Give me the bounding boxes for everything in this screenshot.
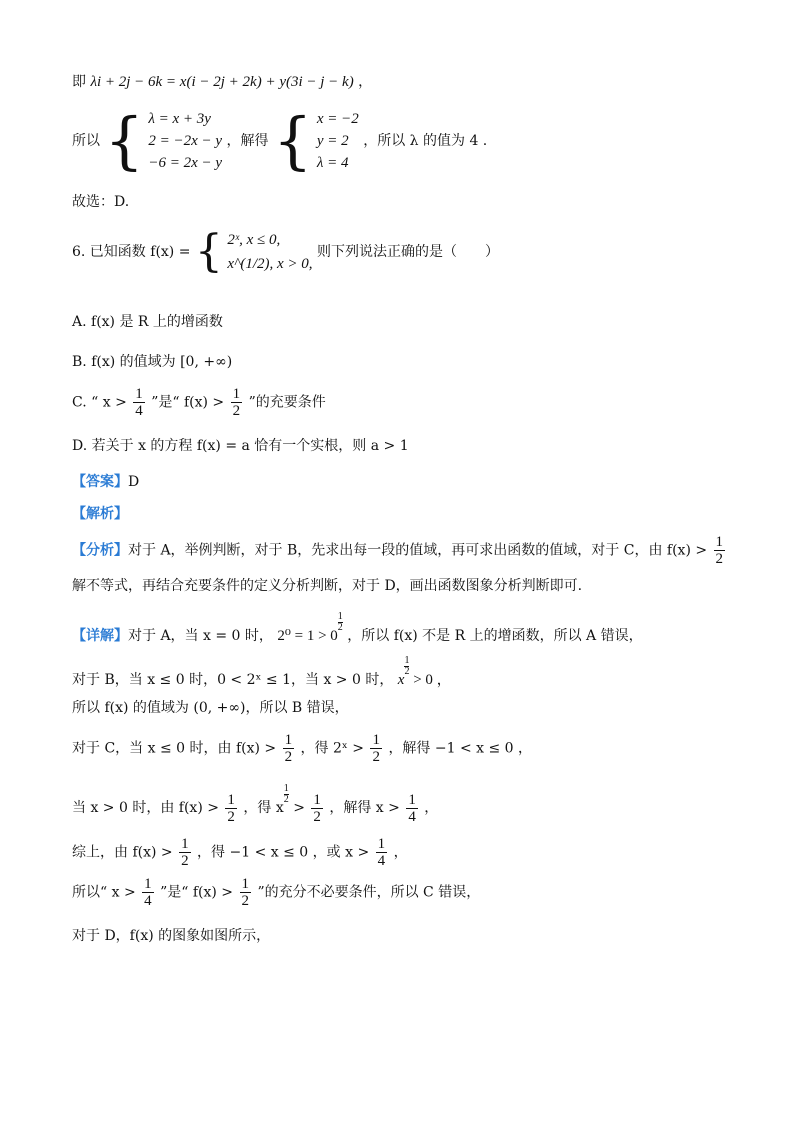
fraction-one-half xyxy=(240,876,252,909)
xj-l7c: ”的充分不必要条件，所以 C 错误， xyxy=(257,884,481,901)
denominator: 2 xyxy=(337,622,343,633)
denominator: 2 xyxy=(241,893,249,909)
equation-system-1 xyxy=(148,108,222,174)
fraction-one-half xyxy=(370,732,382,765)
analysis-label: 【解析】 xyxy=(72,506,128,522)
piecewise-cases xyxy=(227,228,312,276)
denominator: 4 xyxy=(377,853,386,869)
xj-l1a: 对于 A，当 x = 0 时， xyxy=(128,628,273,644)
system2-eq1: x = −2 xyxy=(316,111,359,127)
numerator: 1 xyxy=(241,876,249,892)
xj-l7b: ”是“ f(x) > xyxy=(160,884,234,901)
numerator: 1 xyxy=(337,611,343,622)
vector-expression: λi + 2j − 6k = x(i − 2j + 2k) + y(3i − j − k) xyxy=(90,74,354,90)
denominator: 2 xyxy=(283,794,289,805)
option-c-pre: C. “ x > xyxy=(72,394,127,411)
answer-line xyxy=(72,472,139,492)
system2-eq2: y = 2 xyxy=(316,133,349,149)
q6-suffix: 则下列说法正确的是（ ） xyxy=(317,244,499,260)
option-c-mid: ”是“ f(x) > xyxy=(151,394,225,411)
denominator: 2 xyxy=(227,808,235,825)
fraction-one-half xyxy=(179,836,191,869)
vector-equation-line xyxy=(72,72,372,92)
denominator: 2 xyxy=(715,551,724,567)
left-brace: { xyxy=(104,104,144,177)
numerator: 1 xyxy=(404,655,410,666)
numerator: 1 xyxy=(144,876,152,892)
fenxi-line-1 xyxy=(72,534,727,567)
answer-value: D xyxy=(128,474,140,490)
option-b: B. f(x) 的值域为 [0, +∞) xyxy=(72,354,233,370)
fraction-one-half xyxy=(225,792,237,825)
numerator: 1 xyxy=(135,386,143,402)
fraction-one-quarter xyxy=(406,792,418,825)
xiangjie-line-2 xyxy=(72,656,452,690)
xj-l1c: ，所以 f(x) 不是 R 上的增函数，所以 A 错误， xyxy=(347,628,643,644)
xiangjie-line-5 xyxy=(72,784,438,825)
numerator: 1 xyxy=(313,791,321,808)
xj-l5a: 当 x > 0 时，由 f(x) > xyxy=(72,800,219,816)
xiangjie-line-7 xyxy=(72,876,480,909)
left-brace: { xyxy=(194,226,223,277)
fenxi-label: 【分析】 xyxy=(72,542,128,559)
question-6 xyxy=(72,228,499,276)
xj-l1b: 2⁰ = 1 > 0 xyxy=(277,628,338,644)
xiangjie-line-1 xyxy=(72,612,643,646)
fraction-one-half xyxy=(714,534,726,567)
line2-mid: ，解得 xyxy=(226,133,269,149)
numerator: 1 xyxy=(181,836,189,852)
xj-l6c: ， xyxy=(393,844,408,861)
system2-eq3: λ = 4 xyxy=(316,155,349,171)
xiangjie-line-4 xyxy=(72,732,532,765)
fraction-one-half xyxy=(283,732,295,765)
denominator: 4 xyxy=(408,808,416,825)
system1-eq2: 2 = −2x − y xyxy=(148,133,223,149)
xj-l4c: ，解得 −1 < x ≤ 0 ， xyxy=(388,740,533,757)
xj-l5d: ，解得 x > xyxy=(329,800,400,816)
fraction-one-half xyxy=(311,792,323,825)
xj-l7a: 所以“ x > xyxy=(72,884,136,901)
option-d: D. 若关于 x 的方程 f(x) = a 恰有一个实根，则 a > 1 xyxy=(72,438,409,454)
q6-prefix: 6. 已知函数 f(x) = xyxy=(72,244,191,260)
xj-l2a: 对于 B，当 x ≤ 0 时，0 < 2ˣ ≤ 1，当 x > 0 时， xyxy=(72,672,394,688)
xj-l6a: 综上，由 f(x) > xyxy=(72,844,173,861)
xj-l4a: 对于 C，当 x ≤ 0 时，由 f(x) > xyxy=(72,740,277,757)
line1-prefix: 即 xyxy=(72,74,86,90)
xj-l5e: ， xyxy=(424,800,439,816)
case-1: 2ˣ, x ≤ 0, xyxy=(227,232,281,248)
xj-l6b: ，得 −1 < x ≤ 0 ，或 x > xyxy=(197,844,370,861)
case-2: x^(1/2), x > 0, xyxy=(227,256,313,272)
xj-l2c: > 0 ， xyxy=(409,672,452,688)
analysis-title xyxy=(72,504,128,524)
xiangjie-line-8: 对于 D，f(x) 的图象如图所示， xyxy=(72,928,271,944)
answer-label: 【答案】 xyxy=(72,474,128,490)
line2-prefix: 所以 xyxy=(72,133,100,149)
xiangjie-label: 【详解】 xyxy=(72,628,128,644)
fenxi-text-1: 对于 A，举例判断，对于 B，先求出每一段的值域，再可求出函数的值域，对于 C，由 f(x) > xyxy=(128,542,708,559)
option-c xyxy=(72,386,326,419)
numerator: 1 xyxy=(232,386,241,402)
numerator: 1 xyxy=(227,791,235,808)
denominator: 2 xyxy=(404,666,410,677)
line2-suffix: ，所以 λ 的值为 4 . xyxy=(363,133,488,149)
xiangjie-line-6 xyxy=(72,836,408,869)
fraction-one-quarter xyxy=(142,876,154,909)
denominator: 2 xyxy=(313,808,321,825)
option-a: A. f(x) 是 R 上的增函数 xyxy=(72,314,223,330)
denominator: 2 xyxy=(284,749,293,765)
xj-l5b: ，得 x xyxy=(243,800,284,816)
fraction-one-half xyxy=(231,386,243,419)
denominator: 2 xyxy=(232,403,241,419)
exponent-one-half xyxy=(284,784,289,805)
numerator: 1 xyxy=(283,783,289,794)
numerator: 1 xyxy=(284,732,293,748)
solve-system-line xyxy=(72,104,488,177)
system1-eq3: −6 = 2x − y xyxy=(148,155,223,171)
left-brace: { xyxy=(272,104,313,177)
exponent-one-half xyxy=(338,612,343,633)
denominator: 2 xyxy=(181,853,189,869)
fraction-one-quarter xyxy=(376,836,388,869)
line1-suffix: ， xyxy=(358,74,373,90)
xiangjie-line-3: 所以 f(x) 的值域为 (0, +∞)，所以 B 错误， xyxy=(72,700,349,716)
choice-line: 故选：D. xyxy=(72,194,130,210)
denominator: 4 xyxy=(144,893,152,909)
equation-system-2 xyxy=(317,108,359,174)
numerator: 1 xyxy=(372,732,380,748)
xj-l4b: ，得 2ˣ > xyxy=(300,740,365,757)
denominator: 2 xyxy=(372,749,380,765)
option-c-post: ”的充要条件 xyxy=(248,394,326,411)
system1-eq1: λ = x + 3y xyxy=(148,111,211,127)
denominator: 4 xyxy=(135,403,143,419)
xj-l5c: > xyxy=(293,800,305,816)
fraction-one-quarter xyxy=(133,386,145,419)
fenxi-line-2: 解不等式，再结合充要条件的定义分析判断，对于 D，画出函数图象分析判断即可. xyxy=(72,578,583,594)
xj-l2b: x xyxy=(397,672,405,688)
numerator: 1 xyxy=(408,791,416,808)
numerator: 1 xyxy=(377,836,386,852)
numerator: 1 xyxy=(715,534,724,550)
